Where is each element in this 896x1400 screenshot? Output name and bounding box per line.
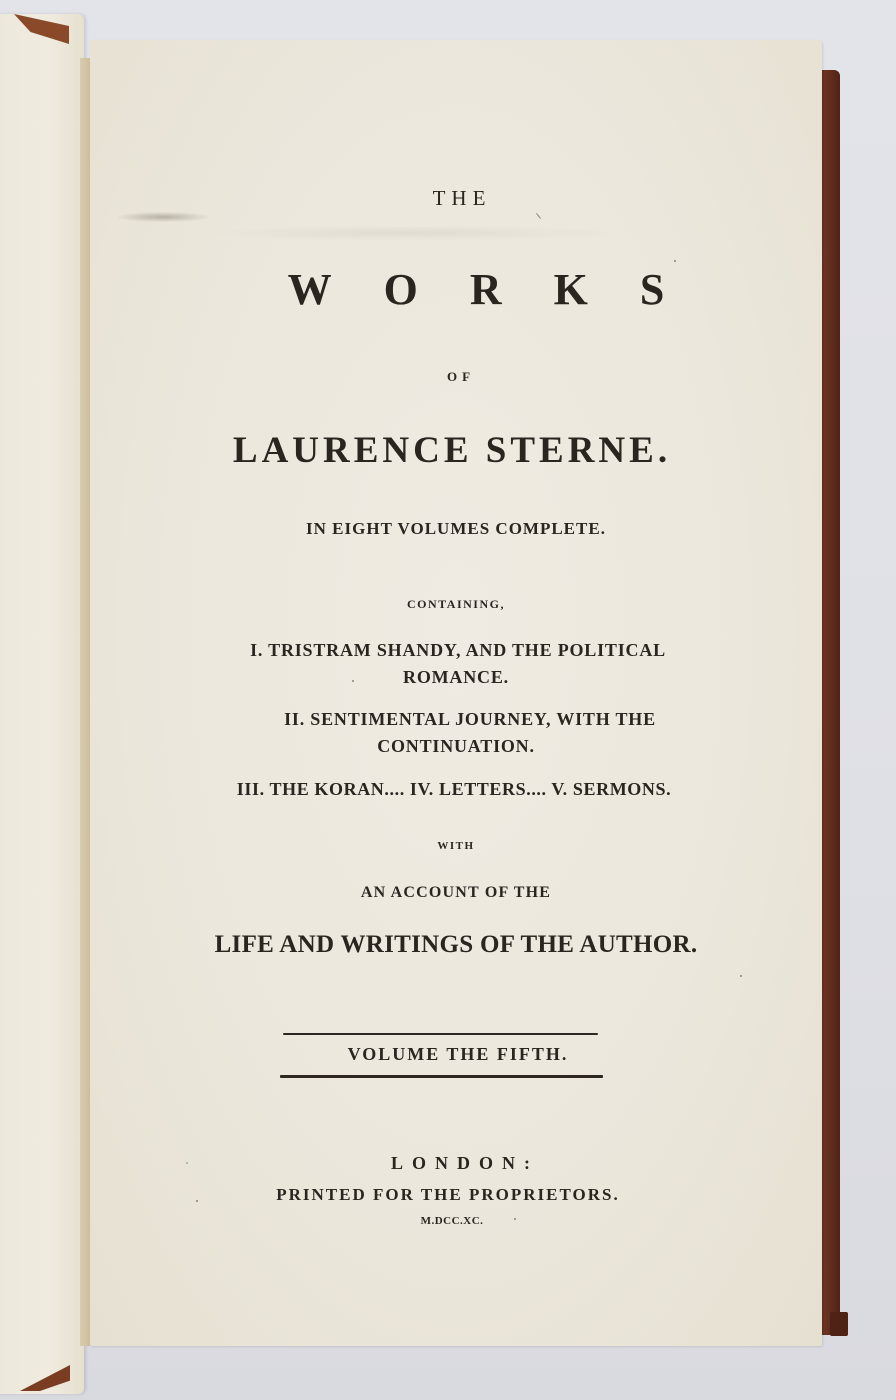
ink-offset-smudge xyxy=(200,225,620,241)
with-label: WITH xyxy=(437,840,475,852)
contents-item-1-cont: ROMANCE. xyxy=(403,667,509,687)
author-name: LAURENCE STERNE. xyxy=(232,430,672,471)
volumes-note: IN EIGHT VOLUMES COMPLETE. xyxy=(306,519,606,538)
life-and-writings: LIFE AND WRITINGS OF THE AUTHOR. xyxy=(214,931,698,958)
imprint-city: LONDON: xyxy=(391,1153,539,1173)
account-label: AN ACCOUNT OF THE xyxy=(360,884,552,901)
back-cover-corner xyxy=(830,1312,848,1336)
contents-item-2: II. SENTIMENTAL JOURNEY, WITH THE xyxy=(284,709,656,729)
contents-item-2-cont: CONTINUATION. xyxy=(377,736,535,756)
title-the: THE xyxy=(432,186,492,210)
title-works: WORKS xyxy=(287,265,717,314)
imprint-printer: PRINTED FOR THE PROPRIETORS. xyxy=(276,1185,620,1204)
left-endpaper xyxy=(0,14,84,1394)
ink-offset-smudge xyxy=(118,212,208,222)
containing-label: CONTAINING, xyxy=(407,597,505,611)
rule-bottom xyxy=(280,1075,603,1078)
title-page xyxy=(90,40,822,1346)
contents-item-3: III. THE KORAN.... IV. LETTERS.... V. SERMONS. xyxy=(236,779,672,799)
volume-label: VOLUME THE FIFTH. xyxy=(347,1044,569,1064)
contents-item-1: I. TRISTRAM SHANDY, AND THE POLITICAL xyxy=(250,640,666,660)
imprint-date: M.DCC.XC. xyxy=(420,1215,484,1227)
rule-top xyxy=(283,1033,598,1035)
title-of: OF xyxy=(446,369,476,384)
